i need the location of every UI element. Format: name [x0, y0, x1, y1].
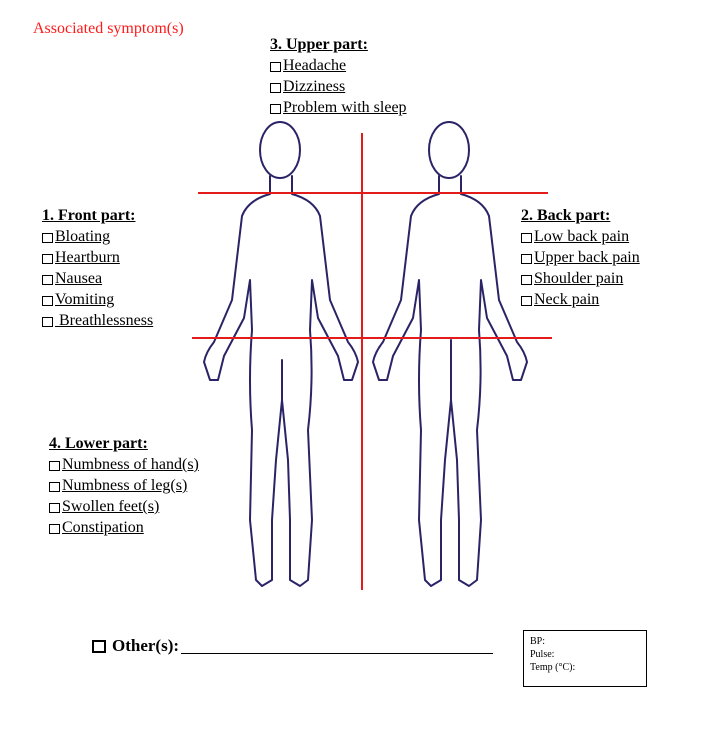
option-shoulder-pain[interactable]: Shoulder pain	[521, 268, 640, 289]
checkbox[interactable]	[270, 83, 281, 93]
checkbox[interactable]	[92, 640, 106, 653]
checkbox[interactable]	[49, 482, 60, 492]
option-neck-pain[interactable]: Neck pain	[521, 289, 640, 310]
option-problem-with-sleep[interactable]: Problem with sleep	[270, 97, 407, 118]
back-body-outline	[373, 122, 527, 586]
checkbox[interactable]	[521, 233, 532, 243]
bp-label: BP:	[530, 636, 546, 647]
upper-part-group	[270, 34, 407, 118]
checkbox[interactable]	[42, 275, 53, 285]
option-upper-back-pain[interactable]: Upper back pain	[521, 247, 640, 268]
option-nausea[interactable]: Nausea	[42, 268, 153, 289]
option-heartburn[interactable]: Heartburn	[42, 247, 153, 268]
temp-label: Temp (°C):	[530, 662, 576, 673]
front-part-group	[42, 205, 153, 331]
front-part-heading: 1. Front part:	[42, 207, 136, 224]
option-swollen-feet[interactable]: Swollen feet(s)	[49, 496, 199, 517]
checkbox[interactable]	[42, 296, 53, 306]
checkbox[interactable]	[42, 317, 53, 327]
option-breathlessness[interactable]: Breathlessness	[42, 310, 153, 331]
option-bloating[interactable]: Bloating	[42, 226, 153, 247]
option-numbness-of-legs[interactable]: Numbness of leg(s)	[49, 475, 199, 496]
checkbox[interactable]	[270, 62, 281, 72]
checkbox[interactable]	[521, 296, 532, 306]
checkbox[interactable]	[49, 461, 60, 471]
checkbox[interactable]	[270, 104, 281, 114]
form-title: Associated symptom(s)	[33, 20, 184, 37]
option-headache[interactable]: Headache	[270, 55, 407, 76]
checkbox[interactable]	[49, 524, 60, 534]
checkbox[interactable]	[42, 233, 53, 243]
option-numbness-of-hands[interactable]: Numbness of hand(s)	[49, 454, 199, 475]
back-part-heading: 2. Back part:	[521, 207, 611, 224]
other-label: Other(s):	[112, 636, 180, 655]
front-body-outline	[204, 122, 358, 586]
option-vomiting[interactable]: Vomiting	[42, 289, 153, 310]
vitals-box[interactable]	[523, 630, 647, 687]
checkbox[interactable]	[42, 254, 53, 264]
lower-part-group	[49, 433, 199, 538]
option-low-back-pain[interactable]: Low back pain	[521, 226, 640, 247]
pulse-label: Pulse:	[530, 649, 555, 660]
checkbox[interactable]	[521, 254, 532, 264]
back-part-group	[521, 205, 640, 310]
checkbox[interactable]	[521, 275, 532, 285]
lower-part-heading: 4. Lower part:	[49, 435, 148, 452]
other-write-in-line[interactable]	[181, 639, 493, 654]
option-dizziness[interactable]: Dizziness	[270, 76, 407, 97]
region-guide-lines	[192, 133, 552, 590]
checkbox[interactable]	[49, 503, 60, 513]
option-constipation[interactable]: Constipation	[49, 517, 199, 538]
other-symptoms-field[interactable]	[92, 636, 493, 656]
upper-part-heading: 3. Upper part:	[270, 36, 368, 53]
